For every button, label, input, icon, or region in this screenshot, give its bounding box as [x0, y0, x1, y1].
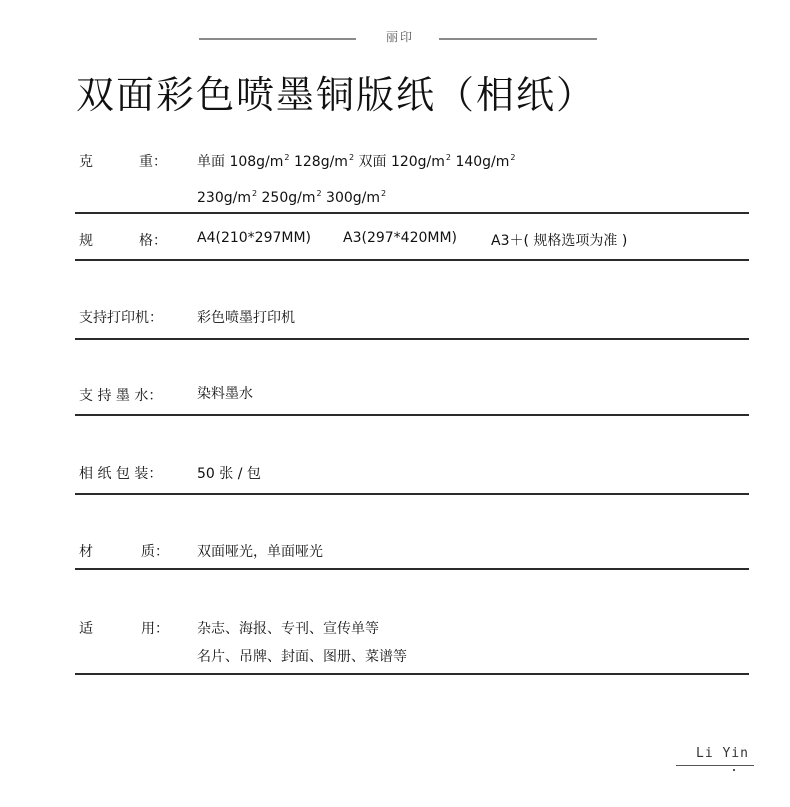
size-a3-plus: A3＋( 规格选项为准 ) — [491, 233, 628, 249]
unit-superscript: 2 — [316, 189, 322, 198]
header-line-left — [199, 38, 356, 40]
weight-line-1 — [197, 151, 516, 171]
package-value: 50 张 / 包 — [197, 466, 261, 482]
unit-superscript: 2 — [348, 153, 355, 162]
weight-value: 230g/m — [197, 190, 251, 206]
header-line-right — [439, 38, 597, 40]
unit-superscript: 2 — [445, 153, 451, 162]
weight-value: 250g/m — [261, 190, 316, 206]
size-a4: A4(210*297MM) — [197, 230, 312, 246]
unit-superscript: 2 — [251, 189, 258, 198]
size-a3: A3(297*420MM) — [343, 230, 458, 246]
divider — [75, 212, 749, 214]
weight-label-b: 重： — [139, 154, 167, 170]
divider — [75, 338, 749, 340]
unit-superscript: 2 — [381, 189, 387, 198]
unit-superscript: 2 — [510, 153, 516, 162]
material-value: 双面哑光，单面哑光 — [197, 544, 323, 560]
material-label-a: 材 — [79, 544, 93, 560]
weight-value: 128g/m — [293, 154, 348, 170]
weight-double-prefix: 双面 — [358, 154, 387, 170]
usage-line-2: 名片、吊牌、封面、图册、菜谱等 — [197, 649, 407, 665]
weight-single-prefix: 单面 — [197, 154, 225, 170]
usage-line-1: 杂志、海报、专刊、宣传单等 — [197, 621, 379, 637]
ink-value: 染料墨水 — [197, 386, 253, 402]
divider — [75, 568, 749, 570]
divider — [75, 673, 749, 675]
size-label-a: 规 — [79, 233, 93, 249]
weight-label-a: 克 — [79, 154, 93, 170]
size-label-b: 格： — [139, 233, 167, 249]
weight-value: 108g/m — [229, 154, 284, 170]
divider — [75, 259, 749, 261]
material-label-b: 质： — [141, 544, 169, 560]
weight-value: 140g/m — [455, 154, 510, 170]
weight-line-2 — [197, 189, 386, 206]
footer-dot — [733, 769, 735, 771]
ink-label: 支 持 墨 水： — [79, 388, 163, 404]
unit-superscript: 2 — [284, 153, 290, 162]
weight-value: 300g/m — [326, 190, 380, 206]
divider — [75, 414, 749, 416]
printer-label: 支持打印机： — [79, 310, 163, 326]
page-title: 双面彩色喷墨铜版纸（相纸） — [76, 73, 597, 117]
usage-label-b: 用： — [141, 621, 169, 637]
printer-value: 彩色喷墨打印机 — [197, 310, 295, 326]
divider — [75, 493, 749, 495]
footer-brand: Li Yin — [696, 746, 749, 761]
usage-label-a: 适 — [79, 621, 93, 637]
brand-name: 丽印 — [385, 30, 414, 44]
weight-value: 120g/m — [390, 154, 445, 170]
footer-line — [676, 765, 754, 766]
package-label: 相 纸 包 装： — [79, 466, 163, 482]
